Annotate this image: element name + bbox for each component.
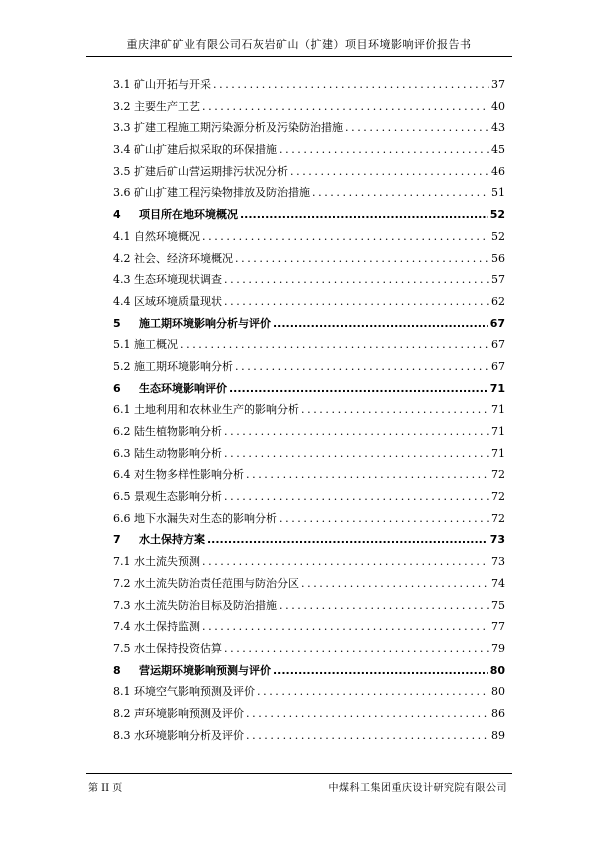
toc-chapter-title: 项目所在地环境概况 bbox=[139, 208, 238, 222]
toc-leader-dots bbox=[240, 208, 488, 221]
toc-section-entry[interactable] bbox=[113, 640, 505, 662]
toc-section-entry[interactable] bbox=[113, 510, 505, 532]
toc-leader-dots bbox=[279, 599, 489, 612]
toc-page-number: 62 bbox=[491, 294, 505, 308]
toc-entry-title: 3.5 扩建后矿山营运期排污状况分析 bbox=[113, 164, 288, 178]
toc-leader-dots bbox=[279, 512, 489, 525]
toc-leader-dots bbox=[235, 360, 489, 373]
toc-page-number: 77 bbox=[491, 620, 505, 634]
toc-page-number: 67 bbox=[491, 359, 505, 373]
header-rule bbox=[86, 56, 512, 57]
toc-page-number: 72 bbox=[491, 468, 505, 482]
toc-entry-title: 5.2 施工期环境影响分析 bbox=[113, 359, 233, 373]
toc-entry-title: 6.3 陆生动物影响分析 bbox=[113, 446, 222, 460]
toc-section-entry[interactable] bbox=[113, 271, 505, 293]
toc-entry-title: 4.2 社会、经济环境概况 bbox=[113, 251, 233, 265]
toc-leader-dots bbox=[224, 295, 489, 308]
toc-section-entry[interactable] bbox=[113, 98, 505, 120]
footer-organization: 中煤科工集团重庆设计研究院有限公司 bbox=[328, 783, 507, 794]
toc-entry-title bbox=[113, 531, 205, 547]
toc-page-number: 51 bbox=[491, 186, 505, 200]
footer-rule bbox=[86, 773, 512, 774]
toc-section-entry[interactable] bbox=[113, 705, 505, 727]
toc-section-entry[interactable] bbox=[113, 445, 505, 467]
toc-leader-dots bbox=[229, 382, 488, 395]
toc-chapter-number: 6 bbox=[113, 381, 121, 395]
toc-chapter-title: 水土保持方案 bbox=[139, 533, 205, 547]
toc-chapter-number: 5 bbox=[113, 316, 121, 330]
toc-section-entry[interactable] bbox=[113, 727, 505, 749]
running-header: 重庆津矿矿业有限公司石灰岩矿山（扩建）项目环境影响评价报告书 bbox=[126, 38, 472, 51]
toc-section-entry[interactable] bbox=[113, 597, 505, 619]
toc-chapter-entry[interactable] bbox=[113, 315, 505, 337]
toc-entry-title: 6.4 对生物多样性影响分析 bbox=[113, 468, 244, 482]
toc-chapter-entry[interactable] bbox=[113, 206, 505, 228]
toc-section-entry[interactable] bbox=[113, 575, 505, 597]
toc-leader-dots bbox=[213, 78, 489, 91]
toc-section-entry[interactable] bbox=[113, 553, 505, 575]
toc-page-number: 45 bbox=[491, 143, 505, 157]
toc-section-entry[interactable] bbox=[113, 163, 505, 185]
toc-page-number: 86 bbox=[491, 706, 505, 720]
toc-section-entry[interactable] bbox=[113, 228, 505, 250]
toc-page-number: 37 bbox=[491, 78, 505, 91]
toc-leader-dots bbox=[290, 165, 489, 178]
toc-page-number: 79 bbox=[491, 641, 505, 655]
toc-page-number: 57 bbox=[491, 273, 505, 287]
toc-leader-dots bbox=[224, 490, 489, 503]
toc-leader-dots bbox=[345, 121, 489, 134]
toc-chapter-number: 7 bbox=[113, 533, 121, 547]
toc-leader-dots bbox=[312, 186, 489, 199]
toc-section-entry[interactable] bbox=[113, 618, 505, 640]
toc-entry-title: 6.6 地下水漏失对生态的影响分析 bbox=[113, 511, 277, 525]
toc-leader-dots bbox=[224, 425, 489, 438]
toc-chapter-title: 施工期环境影响分析与评价 bbox=[139, 316, 271, 330]
toc-chapter-number: 4 bbox=[113, 208, 121, 222]
toc-page-number: 67 bbox=[489, 316, 505, 330]
toc-leader-dots bbox=[301, 577, 489, 590]
toc-leader-dots bbox=[202, 620, 489, 633]
toc-entry-title: 3.2 主要生产工艺 bbox=[113, 99, 200, 113]
toc-page-number: 75 bbox=[491, 598, 505, 612]
toc-entry-title bbox=[113, 662, 271, 678]
toc-leader-dots bbox=[273, 317, 488, 330]
toc-leader-dots bbox=[202, 230, 489, 243]
toc-page-number: 40 bbox=[491, 99, 505, 113]
toc-section-entry[interactable] bbox=[113, 293, 505, 315]
toc-entry-title: 7.4 水土保持监测 bbox=[113, 620, 200, 634]
toc-section-entry[interactable] bbox=[113, 401, 505, 423]
toc-entry-title: 3.1 矿山开拓与开采 bbox=[113, 78, 211, 91]
toc-leader-dots bbox=[235, 252, 489, 265]
toc-leader-dots bbox=[202, 100, 489, 113]
toc-entry-title: 4.4 区域环境质量现状 bbox=[113, 294, 222, 308]
toc-leader-dots bbox=[224, 273, 489, 286]
toc-page-number: 89 bbox=[491, 728, 505, 742]
page-number: 第 II 页 bbox=[88, 783, 123, 794]
toc-page-number: 52 bbox=[491, 229, 505, 243]
toc-leader-dots bbox=[224, 642, 489, 655]
toc-page-number: 71 bbox=[491, 446, 505, 460]
toc-page-number: 72 bbox=[491, 490, 505, 504]
toc-leader-dots bbox=[180, 338, 489, 351]
toc-leader-dots bbox=[224, 447, 489, 460]
toc-leader-dots bbox=[202, 555, 489, 568]
toc-chapter-number: 8 bbox=[113, 663, 121, 677]
toc-entry-title: 7.3 水土流失防治目标及防治措施 bbox=[113, 598, 277, 612]
toc-section-entry[interactable] bbox=[113, 119, 505, 141]
toc-entry-title: 8.2 声环境影响预测及评价 bbox=[113, 706, 244, 720]
toc-chapter-entry[interactable] bbox=[113, 380, 505, 402]
toc-entry-title: 6.5 景观生态影响分析 bbox=[113, 490, 222, 504]
toc-page-number: 56 bbox=[491, 251, 505, 265]
toc-page-number: 71 bbox=[491, 403, 505, 417]
toc-leader-dots bbox=[279, 143, 489, 156]
toc-page-number: 67 bbox=[491, 338, 505, 352]
toc-leader-dots bbox=[246, 468, 489, 481]
toc-page-number: 71 bbox=[491, 425, 505, 438]
toc-page-number: 52 bbox=[489, 208, 505, 222]
toc-page-number: 72 bbox=[491, 511, 505, 525]
toc-chapter-entry[interactable] bbox=[113, 662, 505, 684]
toc-entry-title bbox=[113, 315, 271, 331]
toc-entry-title: 4.1 自然环境概况 bbox=[113, 229, 200, 243]
toc-section-entry[interactable] bbox=[113, 336, 505, 358]
toc-page-number: 46 bbox=[491, 164, 505, 178]
toc-page-number: 43 bbox=[491, 121, 505, 135]
toc-entry-title: 7.1 水土流失预测 bbox=[113, 555, 200, 569]
toc-entry-title: 8.3 水环境影响分析及评价 bbox=[113, 728, 244, 742]
toc-leader-dots bbox=[273, 664, 488, 677]
toc-leader-dots bbox=[257, 685, 489, 698]
toc-section-entry[interactable] bbox=[113, 250, 505, 272]
toc-entry-title bbox=[113, 206, 238, 222]
toc-entry-title bbox=[113, 380, 227, 396]
toc-entry-title: 8.1 环境空气影响预测及评价 bbox=[113, 685, 255, 699]
toc-page-number: 73 bbox=[489, 533, 505, 547]
toc-leader-dots bbox=[301, 403, 489, 416]
toc-section-entry[interactable] bbox=[113, 76, 505, 98]
toc-entry-title: 3.6 矿山扩建工程污染物排放及防治措施 bbox=[113, 186, 310, 200]
toc-leader-dots bbox=[246, 729, 489, 742]
toc-page-number: 74 bbox=[491, 576, 505, 590]
toc-leader-dots bbox=[246, 707, 489, 720]
toc-entry-title: 5.1 施工概况 bbox=[113, 338, 178, 352]
toc-chapter-title: 营运期环境影响预测与评价 bbox=[139, 663, 271, 677]
toc-page-number: 73 bbox=[491, 555, 505, 569]
toc-page-number: 71 bbox=[489, 381, 505, 395]
toc-page-number: 80 bbox=[489, 663, 505, 677]
toc-entry-title: 4.3 生态环境现状调查 bbox=[113, 273, 222, 287]
toc-entry-title: 7.2 水土流失防治责任范围与防治分区 bbox=[113, 576, 299, 590]
toc-leader-dots bbox=[207, 533, 488, 546]
toc-entry-title: 6.1 土地利用和农林业生产的影响分析 bbox=[113, 403, 299, 417]
toc-section-entry[interactable] bbox=[113, 358, 505, 380]
toc-chapter-title: 生态环境影响评价 bbox=[139, 381, 227, 395]
toc-section-entry[interactable] bbox=[113, 141, 505, 163]
table-of-contents bbox=[113, 76, 505, 748]
toc-entry-title: 3.3 扩建工程施工期污染源分析及污染防治措施 bbox=[113, 121, 343, 135]
toc-page-number: 80 bbox=[491, 685, 505, 699]
toc-entry-title: 6.2 陆生植物影响分析 bbox=[113, 425, 222, 438]
toc-entry-title: 3.4 矿山扩建后拟采取的环保措施 bbox=[113, 143, 277, 157]
toc-chapter-entry[interactable] bbox=[113, 531, 505, 553]
toc-section-entry[interactable] bbox=[113, 184, 505, 206]
toc-entry-title: 7.5 水土保持投资估算 bbox=[113, 641, 222, 655]
toc-section-entry[interactable] bbox=[113, 466, 505, 488]
toc-section-entry[interactable] bbox=[113, 683, 505, 705]
toc-section-entry[interactable] bbox=[113, 423, 505, 445]
toc-section-entry[interactable] bbox=[113, 488, 505, 510]
